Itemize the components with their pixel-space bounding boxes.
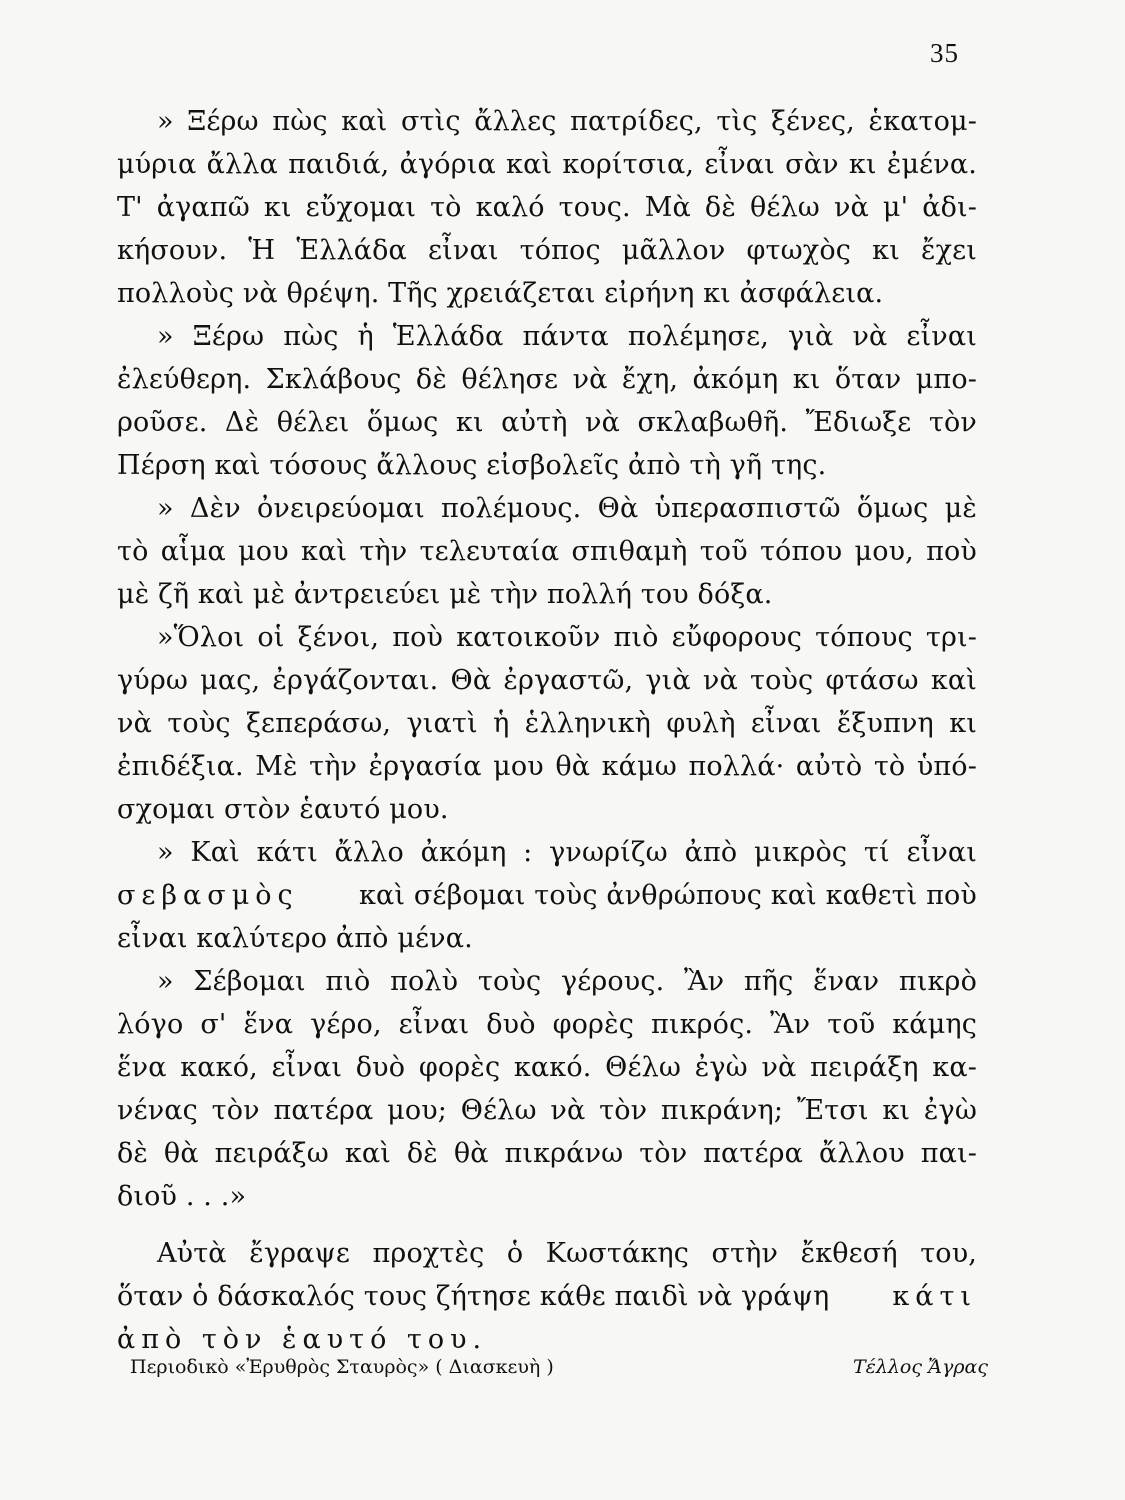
- text-line: δὲ θὰ πειράξω καὶ δὲ θὰ πικράνω τὸν πατέρα ἄλλου παι-: [117, 1138, 977, 1169]
- text-line: [117, 1275, 977, 1318]
- text-line: » Σέβομαι πιὸ πολὺ τοὺς γέρους. Ἂν πῆς ἕναν πικρὸ: [157, 966, 977, 997]
- text-line: » Καὶ κάτι ἄλλο ἀκόμη : γνωρίζω ἀπὸ μικρὸς τί εἶναι: [157, 837, 977, 868]
- body-text: [117, 100, 977, 1361]
- author-name: Τέλλος Ἄγρας: [852, 1356, 988, 1378]
- text-line: σχομαι στὸν ἑαυτό μου.: [117, 794, 449, 825]
- text-line: μύρια ἄλλα παιδιά, ἀγόρια καὶ κορίτσια, εἶναι σὰν κι ἐμένα.: [117, 149, 977, 180]
- text-line: ἀπὸ τὸν ἑαυτό του.: [117, 1324, 488, 1355]
- text-line: νένας τὸν πατέρα μου; Θέλω νὰ τὸν πικράνη; Ἔτσι κι ἐγὼ: [117, 1095, 977, 1126]
- spaced-word: σεβασμὸς: [117, 880, 299, 911]
- text-line: » Ξέρω πὼς ἡ Ἑλλάδα πάντα πολέμησε, γιὰ νὰ εἶναι: [157, 321, 977, 352]
- page-number: 35: [930, 38, 959, 68]
- text-line: ἐπιδέξια. Μὲ τὴν ἐργασία μου θὰ κάμω πολλά· αὐτὸ τὸ ὑπό-: [117, 751, 977, 782]
- text-line: κήσουν. Ἡ Ἑλλάδα εἶναι τόπος μᾶλλον φτωχὸς κι ἔχει: [117, 235, 977, 266]
- text-line: μὲ ζῆ καὶ μὲ ἀντρειεύει μὲ τὴν πολλή του δόξα.: [117, 579, 773, 610]
- text-line: [117, 874, 977, 917]
- text-line: » Ξέρω πὼς καὶ στὶς ἄλλες πατρίδες, τὶς ξένες, ἑκατομ-: [157, 106, 977, 137]
- text-line: » Δὲν ὀνειρεύομαι πολέμους. Θὰ ὑπερασπιστῶ ὅμως μὲ: [157, 493, 977, 524]
- text-line-start: ὅταν ὁ δάσκαλός τους ζήτησε κάθε παιδὶ νὰ γράψη: [117, 1281, 830, 1312]
- text-line: γύρω μας, ἐργάζονται. Θὰ ἐργαστῶ, γιὰ νὰ τοὺς φτάσω καὶ: [117, 665, 977, 696]
- text-line: Αὐτὰ ἔγραψε προχτὲς ὁ Κωστάκης στὴν ἔκθεσή του,: [157, 1238, 977, 1269]
- text-line: εἶναι καλύτερο ἀπὸ μένα.: [117, 923, 473, 954]
- text-line: πολλοὺς νὰ θρέψη. Τῆς χρειάζεται εἰρήνη κι ἀσφάλεια.: [117, 278, 884, 309]
- text-line: »Ὅλοι οἱ ξένοι, ποὺ κατοικοῦν πιὸ εὔφορους τόπους τρι-: [157, 622, 977, 653]
- text-line: Τ' ἀγαπῶ κι εὔχομαι τὸ καλό τους. Μὰ δὲ θέλω νὰ μ' ἀδι-: [117, 192, 977, 223]
- text-line: ροῦσε. Δὲ θέλει ὅμως κι αὐτὴ νὰ σκλαβωθῆ. Ἔδιωξε τὸν: [117, 407, 977, 438]
- text-line: τὸ αἷμα μου καὶ τὴν τελευταία σπιθαμὴ τοῦ τόπου μου, ποὺ: [117, 536, 977, 567]
- text-line: Πέρση καὶ τόσους ἄλλους εἰσβολεῖς ἀπὸ τὴ γῆ της.: [117, 450, 827, 481]
- source-citation: Περιοδικὸ «Ἐρυθρὸς Σταυρὸς» ( Διασκευὴ ): [130, 1356, 554, 1378]
- text-line: νὰ τοὺς ξεπεράσω, γιατὶ ἡ ἑλληνικὴ φυλὴ εἶναι ἔξυπνη κι: [117, 708, 977, 739]
- text-line: ἐλεύθερη. Σκλάβους δὲ θέλησε νὰ ἔχη, ἀκόμη κι ὅταν μπο-: [117, 364, 977, 395]
- text-line-rest: καὶ σέβομαι τοὺς ἀνθρώπους καὶ καθετὶ ποὺ: [358, 880, 977, 911]
- spaced-word: κάτι: [892, 1281, 977, 1312]
- text-line: λόγο σ' ἕνα γέρο, εἶναι δυὸ φορὲς πικρός. Ἂν τοῦ κάμης: [117, 1009, 977, 1040]
- footer: [130, 1356, 988, 1378]
- text-line: ἕνα κακό, εἶναι δυὸ φορὲς κακό. Θέλω ἐγὼ νὰ πειράξη κα-: [117, 1052, 977, 1083]
- text-line: διοῦ . . .»: [117, 1181, 247, 1212]
